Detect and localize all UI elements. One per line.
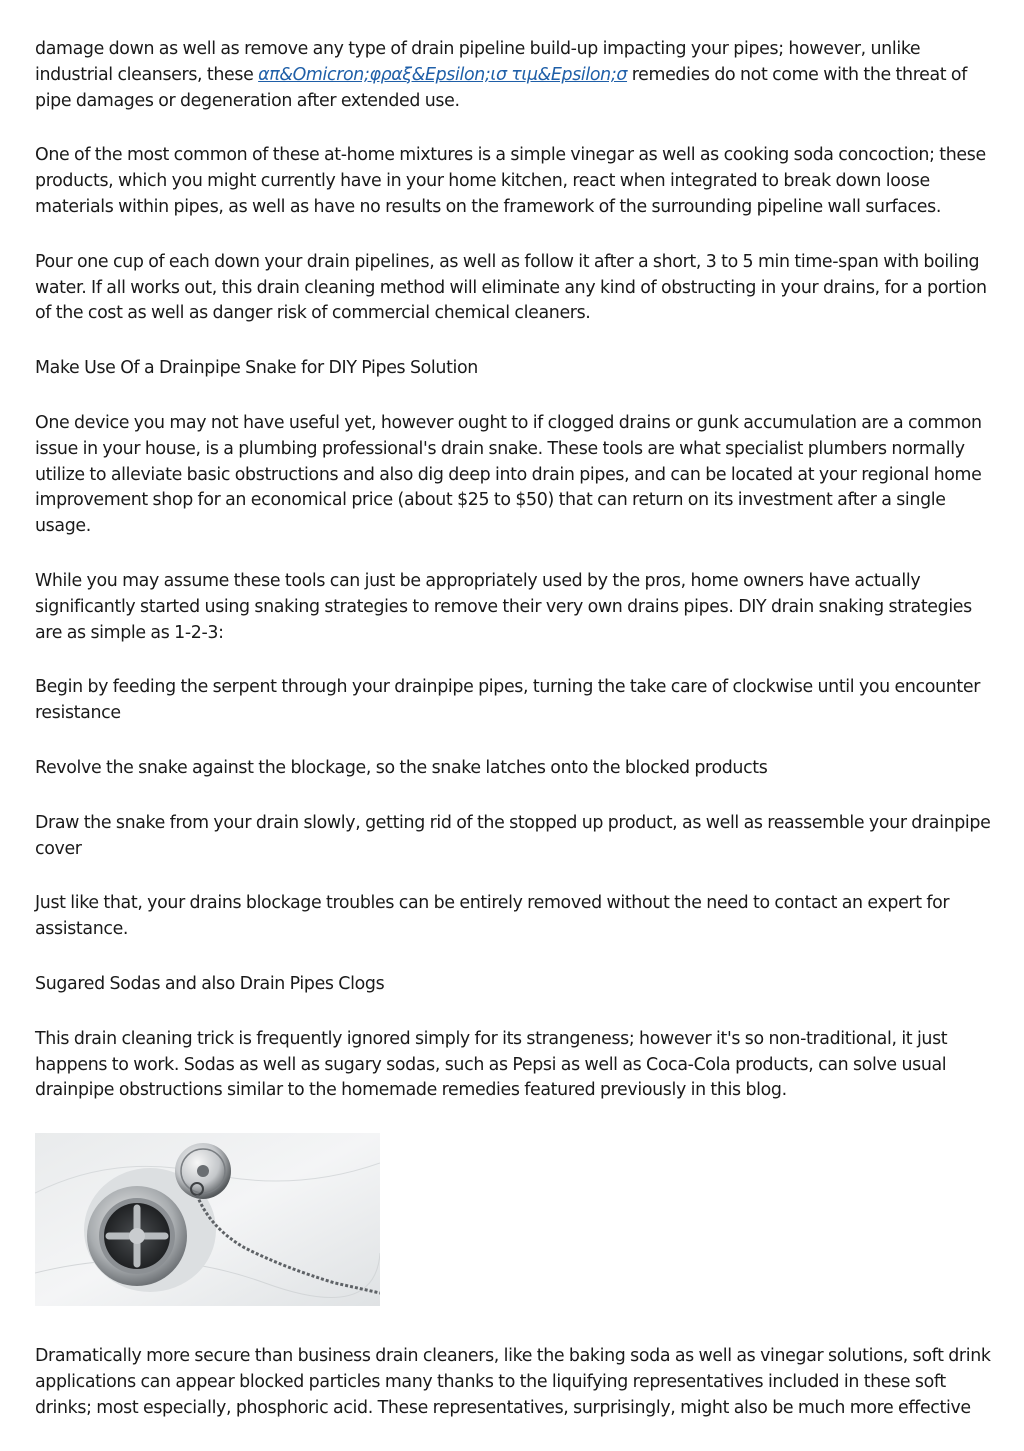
paragraph-drain-snake: One device you may not have useful yet, however ought to if clogged drains or gunk accumulation are a common issue in your house, is a plumbing professional's drain snake. These tools are what specialist plumbers normally utilize to alleviate basic obstructions and also dig deep into drain pipes, and can be located at your regional home improvement shop for an economical price (about $25 to $50) that can return on its investment after a single usage. <box>35 412 982 537</box>
paragraph-sodas: This drain cleaning trick is frequently ignored simply for its strangeness; however it's so non-traditional, it just happens to work. Sodas as well as sugary sodas, such as Pepsi as well as Coca-Cola products, can solve usual drainpipe obstructions similar to the homemade remedies featured previously in this blog. <box>35 1028 948 1101</box>
paragraph-diy-snaking: While you may assume these tools can just be appropriately used by the pros, home owners have actually significantly started using snaking strategies to remove their very own drains pipes. DIY drain snaking strategies are as simple as 1-2-3: <box>35 570 972 643</box>
drain-photo <box>35 1133 380 1306</box>
paragraph-intro-before: damage down as well as remove any type of drain pipeline build-up impacting your pipes; however, unlike industrial cleansers, these <box>35 39 921 85</box>
paragraph-intro <box>35 37 995 114</box>
section-heading-sodas: Sugared Sodas and also Drain Pipes Clogs <box>35 973 385 994</box>
step-3: Draw the snake from your drain slowly, getting rid of the stopped up product, as well as reassemble your drainpipe cover <box>35 812 991 859</box>
step-2: Revolve the snake against the blockage, so the snake latches onto the blocked products <box>35 757 768 778</box>
paragraph-intro-after: remedies do not come with the threat of pipe damages or degeneration after extended use. <box>35 64 967 111</box>
step-1: Begin by feeding the serpent through your drainpipe pipes, turning the take care of clockwise until you encounter resistance <box>35 677 981 724</box>
paragraph-conclusion: Just like that, your drains blockage troubles can be entirely removed without the need to contact an expert for assistance. <box>35 893 950 940</box>
inline-link[interactable]: απ&Omicron;φραξ&Epsilon;ισ τιμ&Epsilon;σ <box>258 64 628 85</box>
section-heading-drain-snake: Make Use Of a Drainpipe Snake for DIY Pipes Solution <box>35 358 478 379</box>
paragraph-pour-instructions: Pour one cup of each down your drain pipelines, as well as follow it after a short, 3 to 5 min time-span with boiling water. If all works out, this drain cleaning method will eliminate any kind of obstructing in your drains, for a portion of the cost as well as danger risk of commercial chemical cleaners. <box>35 251 987 324</box>
paragraph-vinegar-soda: One of the most common of these at-home mixtures is a simple vinegar as well as cooking soda concoction; these products, which you might currently have in your home kitchen, react when integrated to break down loose materials within pipes, as well as have no results on the framework of the surrounding pipeline wall surfaces. <box>35 145 986 217</box>
paragraph-soft-drinks: Dramatically more secure than business drain cleaners, like the baking soda as well as vinegar solutions, soft drink applications can appear blocked particles many thanks to the liquifying representatives included in these soft drinks; most especially, phosphoric acid. These representatives, surprisingly, might also be much more effective <box>35 1346 991 1418</box>
article-body <box>35 37 995 1451</box>
